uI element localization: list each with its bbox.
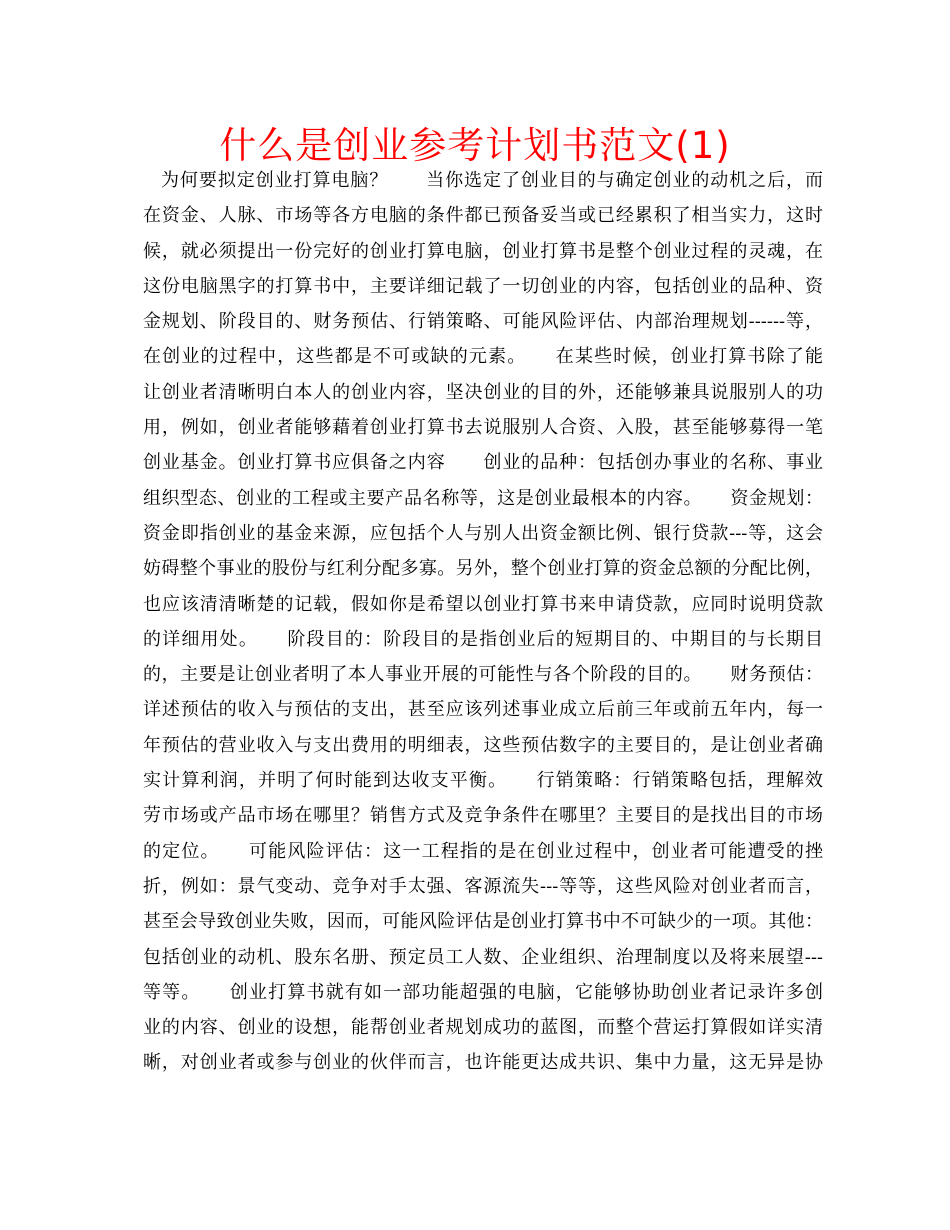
body-line: 资金即指创业的基金来源，应包括个人与别人出资金额比例、银行贷款---等，这会: [143, 522, 823, 544]
body-line: 创业基金。创业打算书应俱备之内容 创业的品种：包括创办事业的名称、事业: [143, 452, 823, 474]
document-title: 什么是创业参考计划书范文(1): [219, 124, 731, 167]
body-line: 晰，对创业者或参与创业的伙伴而言，也许能更达成共识、集中力量，这无异是协: [143, 1052, 823, 1074]
body-line: 在创业的过程中，这些都是不可或缺的元素。 在某些时候，创业打算书除了能: [143, 346, 823, 368]
body-line: 的详细用处。 阶段目的：阶段目的是指创业后的短期目的、中期目的与长期目: [143, 628, 823, 650]
body-line: 妨碍整个事业的股份与红利分配多寡。另外，整个创业打算的资金总额的分配比例，: [143, 558, 823, 580]
body-line: 的，主要是让创业者明了本人事业开展的可能性与各个阶段的目的。 财务预估：: [143, 664, 823, 686]
body-line: 详述预估的收入与预估的支出，甚至应该列述事业成立后前三年或前五年内，每一: [143, 699, 823, 721]
body-line: 让创业者清晰明白本人的创业内容，坚决创业的目的外，还能够兼具说服别人的功: [143, 381, 823, 403]
body-line: 等等。 创业打算书就有如一部功能超强的电脑，它能够协助创业者记录许多创: [143, 981, 823, 1003]
body-line: 在资金、人脉、市场等各方电脑的条件都已预备妥当或已经累积了相当实力，这时: [143, 205, 823, 227]
document-body: [143, 163, 823, 1081]
body-line: 用，例如，创业者能够藉着创业打算书去说服别人合资、入股，甚至能够募得一笔: [143, 417, 823, 439]
body-line: 也应该清清晰楚的记载，假如你是希望以创业打算书来申请贷款，应同时说明贷款: [143, 593, 823, 615]
body-line: 业的内容、创业的设想，能帮创业者规划成功的蓝图，而整个营运打算假如详实清: [143, 1017, 823, 1039]
body-line: 劳市场或产品市场在哪里？销售方式及竞争条件在哪里？主要目的是找出目的市场: [143, 805, 823, 827]
body-line: 金规划、阶段目的、财务预估、行销策略、可能风险评估、内部治理规划------等，: [143, 311, 823, 333]
body-line: 包括创业的动机、股东名册、预定员工人数、企业组织、治理制度以及将来展望---: [143, 946, 823, 968]
body-line: 甚至会导致创业失败，因而，可能风险评估是创业打算书中不可缺少的一项。其他：: [143, 911, 823, 933]
body-line: 年预估的营业收入与支出费用的明细表，这些预估数字的主要目的，是让创业者确: [143, 734, 823, 756]
body-line: 为何要拟定创业打算电脑？ 当你选定了创业目的与确定创业的动机之后，而: [161, 170, 823, 191]
body-line: 候，就必须提出一份完好的创业打算电脑，创业打算书是整个创业过程的灵魂，在: [143, 240, 823, 262]
body-line: 的定位。 可能风险评估：这一工程指的是在创业过程中，创业者可能遭受的挫: [143, 840, 823, 862]
body-line: 这份电脑黑字的打算书中，主要详细记载了一切创业的内容，包括创业的品种、资: [143, 275, 823, 297]
body-line: 组织型态、创业的工程或主要产品名称等，这是创业最根本的内容。 资金规划：: [143, 487, 823, 509]
body-line: 实计算利润，并明了何时能到达收支平衡。 行销策略：行销策略包括，理解效: [143, 770, 823, 792]
body-line: 折，例如：景气变动、竞争对手太强、客源流失---等等，这些风险对创业者而言，: [143, 875, 823, 897]
